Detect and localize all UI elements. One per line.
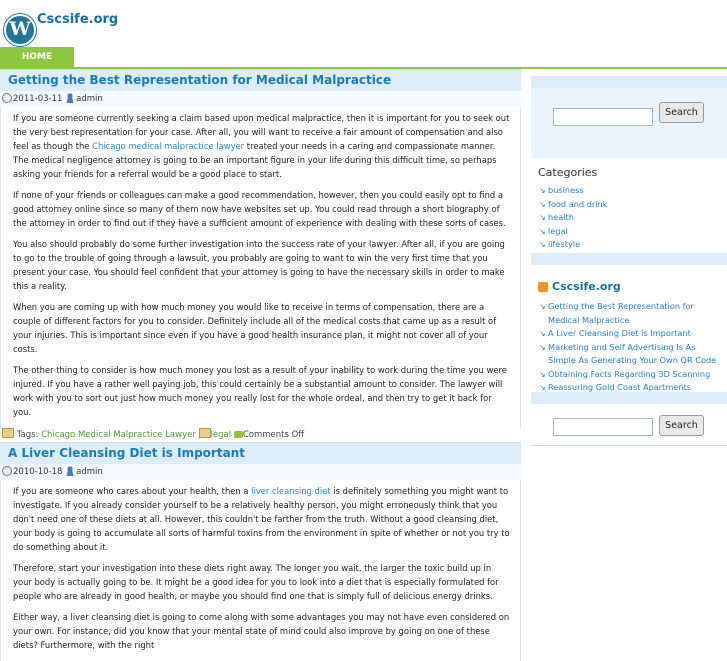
tag-link[interactable]: legal bbox=[210, 430, 232, 440]
category-item[interactable]: ↘ food and drink bbox=[539, 198, 607, 212]
tag-icon bbox=[199, 428, 211, 438]
clock-icon bbox=[2, 93, 12, 103]
search-button[interactable]: Search bbox=[659, 102, 704, 123]
search-input[interactable] bbox=[553, 108, 653, 126]
search-button-2[interactable]: Search bbox=[659, 415, 704, 436]
main-content bbox=[0, 69, 521, 650]
sidebar bbox=[531, 69, 727, 545]
clock-icon bbox=[2, 466, 12, 476]
inline-link[interactable]: liver cleansing diet bbox=[251, 486, 331, 496]
category-item[interactable]: ↘ health bbox=[539, 211, 607, 225]
search-input-2[interactable] bbox=[553, 418, 653, 436]
post-author: admin bbox=[76, 467, 103, 477]
recent-posts-heading[interactable]: Cscsife.org bbox=[552, 280, 621, 293]
post-paragraph: Therefore, start your investigation into these diets right away. The longer you wait, the larger the toxic build up in your body is actually going to be. It might be a good idea for you to look into a diet that is especially formulated for people who are already in good health, or maybe you should find one that is simply full of delicious energy drinks. bbox=[13, 563, 499, 601]
post-author: admin bbox=[76, 94, 103, 104]
post-paragraph: If you are someone who cares about your health, then a liver cleansing diet is definitely something you might want to investigate. If you already consider yourself to be a relatively healthy person, you might erroneously think that you don't need one of these diets at all. However, this couldn't be farther from the truth. Without a good cleansing diet, your body is going to accumulate all sorts of harmful toxins from the environment in spite of whether or not you try to do something about it. bbox=[13, 486, 510, 552]
categories-list bbox=[539, 184, 607, 252]
post-paragraph: If you are someone currently seeking a claim based upon medical malpractice, then it is important for you to seek out the very best representation for your case. After all, you will want to receive a fair amount of compensation and also feel as though the Chicago medical malpractice lawyer treated your needs in a caring and compassionate manner. The medical negligence attorney is going to be an important figure in your life during this difficult time, so perhaps asking your friends for a referral would be a good place to start. bbox=[13, 113, 510, 179]
post-title-link[interactable]: A Liver Cleansing Diet is Important bbox=[8, 446, 245, 460]
sidebar-band bbox=[531, 253, 727, 265]
post-date: 2011-03-11 bbox=[13, 94, 63, 104]
category-item[interactable]: ↘ business bbox=[539, 184, 607, 198]
post-paragraph: The other thing to consider is how much money you lost as a result of your inability to work during the time you were injured. If you have a rather well paying job, this could certainly be a substantial amount to consider. The lawyer will work with you to sort out just how much money you really lost for the whole ordeal, and then try to get it back for you. bbox=[13, 365, 507, 417]
logo-letter: W bbox=[9, 18, 31, 40]
post-paragraph: If none of your friends or colleagues can make a good recommendation, however, then you could easily opt to find a good attorney online since so many of them now have websites set up. You could read through a short biography of the attorney in order to find out if they have a sufficient amount of experience with dealing with these sorts of cases. bbox=[13, 190, 506, 228]
search-widget bbox=[531, 88, 727, 158]
rss-icon[interactable] bbox=[538, 282, 548, 292]
sidebar-band bbox=[531, 392, 727, 404]
recent-posts-list bbox=[539, 300, 719, 395]
sidebar-divider bbox=[531, 445, 727, 446]
tag-link[interactable]: Chicago Medical Malpractice Lawyer bbox=[41, 430, 196, 440]
post-tags-row bbox=[0, 428, 521, 442]
comments-status: Comments Off bbox=[242, 430, 305, 440]
recent-post-item[interactable]: ↘ A Liver Cleansing Diet is Important bbox=[539, 327, 719, 341]
user-icon bbox=[65, 93, 75, 103]
comment-icon bbox=[234, 431, 243, 438]
category-item[interactable]: ↘ lifestyle bbox=[539, 238, 607, 252]
post-title-link[interactable]: Getting the Best Representation for Medical Malpractice bbox=[8, 73, 392, 87]
post-date: 2010-10-18 bbox=[13, 467, 63, 477]
post-body bbox=[0, 107, 521, 428]
inline-link[interactable]: Chicago medical malpractice lawyer bbox=[92, 141, 245, 151]
post-title-bar bbox=[0, 442, 521, 464]
categories-heading: Categories bbox=[538, 166, 598, 179]
nav-bar bbox=[0, 47, 727, 69]
post-paragraph: When you are coming up with how much money you would like to receive in terms of compensation, there are a couple of different factors for you to consider. Definitely include all of the medical costs that came up as a result of your injuries. This is important since even if you have a good health insurance plan, it might not cover all of your costs. bbox=[13, 302, 497, 354]
post-paragraph: Either way, a liver cleansing diet is going to come along with some advantages you may not have even considered on your own. For instance, did you know that your mental state of mind could also improve by going on one of these diets? Furthermore, with the right bbox=[13, 612, 510, 650]
post-title-bar bbox=[0, 69, 521, 91]
tag-icon bbox=[2, 428, 14, 438]
wordpress-logo-icon[interactable] bbox=[4, 14, 36, 46]
recent-post-item[interactable]: ↘ Obtaining Facts Regarding 3D Scanning bbox=[539, 368, 719, 382]
site-header bbox=[0, 0, 727, 47]
nav-home-tab[interactable]: HOME bbox=[0, 47, 74, 67]
tags-label: Tags: bbox=[16, 430, 39, 440]
post-body bbox=[0, 480, 521, 661]
category-item[interactable]: ↘ legal bbox=[539, 225, 607, 239]
recent-post-item[interactable]: ↘ Getting the Best Representation for Medical Malpractice bbox=[539, 300, 719, 327]
user-icon bbox=[65, 466, 75, 476]
site-title[interactable]: Cscsife.org bbox=[37, 12, 119, 27]
post-paragraph: You also should probably do some further investigation into the success rate of your lawyer. After all, if you are going to go to the trouble of going through a lawsuit, you probably are going to want to win the very first time that you present your case. You should feel confident that your attorney is going to have the necessary skills in order to make this a reality. bbox=[13, 239, 505, 291]
sidebar-top-band bbox=[531, 76, 727, 88]
post-meta bbox=[0, 91, 521, 107]
recent-post-item[interactable]: ↘ Marketing and Self Advertising Is As Simple As Generating Your Own QR Code bbox=[539, 341, 719, 368]
post-meta bbox=[0, 464, 521, 480]
recent-post-item[interactable]: ↘ Reassuring Gold Coast Apartments bbox=[539, 381, 719, 395]
